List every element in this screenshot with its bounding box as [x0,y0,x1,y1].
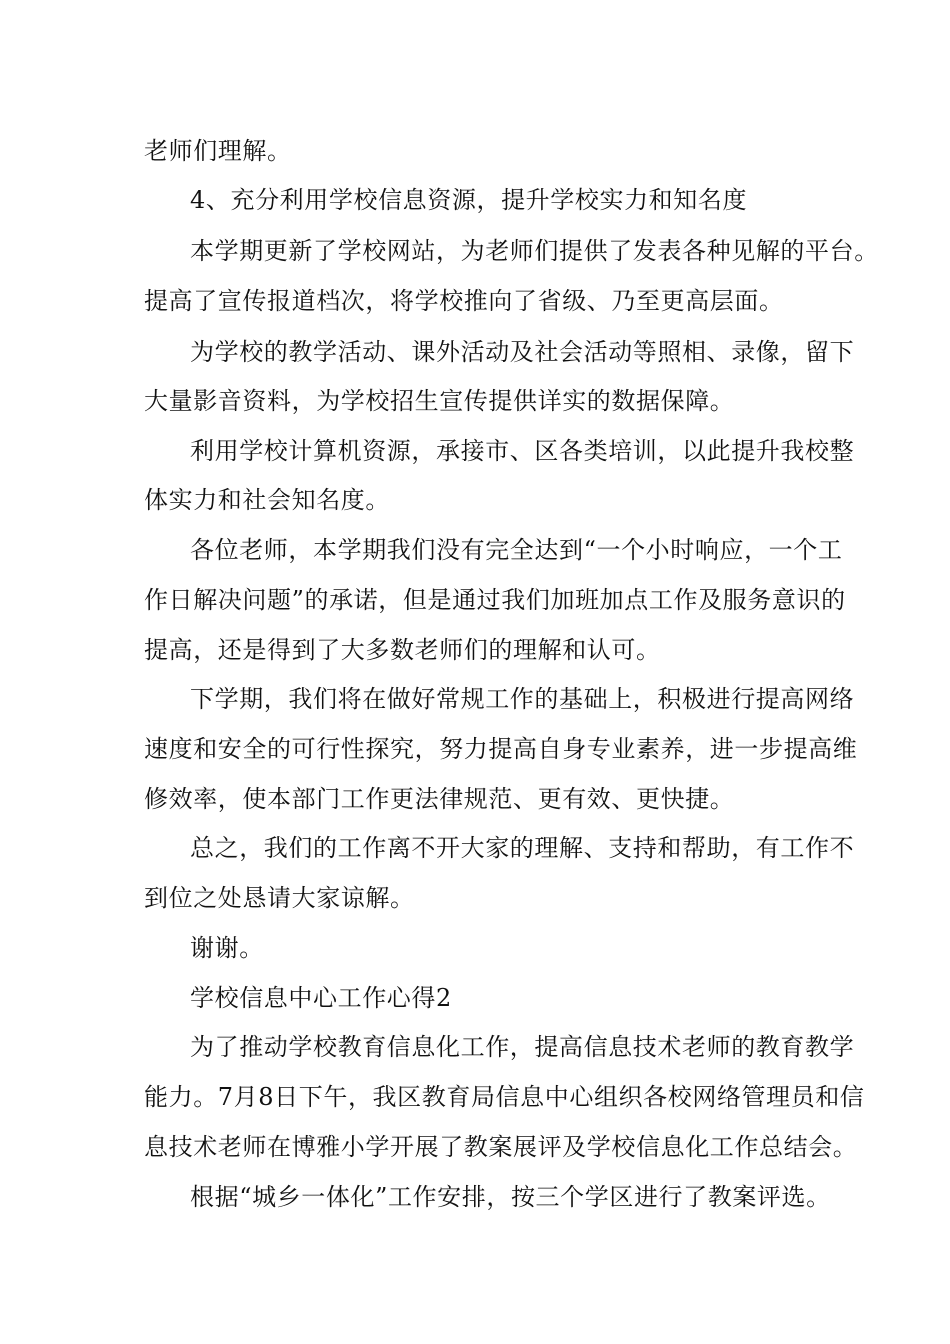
paragraph-line: 总之，我们的工作离不开大家的理解、支持和帮助，有工作不 [190,834,855,862]
paragraph-line: 各位老师，本学期我们没有完全达到“一个小时响应，一个工 [190,536,843,564]
paragraph-line: 作日解决问题”的承诺，但是通过我们加班加点工作及服务意识的 [144,586,846,614]
section-title: 学校信息中心工作心得2 [190,984,452,1012]
paragraph-line: 能力。7月8日下午，我区教育局信息中心组织各校网络管理员和信 [144,1083,865,1111]
paragraph-line: 体实力和社会知名度。 [144,486,390,514]
paragraph-line: 息技术老师在博雅小学开展了教案展评及学校信息化工作总结会。 [144,1133,858,1161]
paragraph-line: 提高，还是得到了大多数老师们的理解和认可。 [144,636,661,664]
paragraph-line: 下学期，我们将在做好常规工作的基础上，积极进行提高网络 [190,685,855,713]
paragraph-line: 修效率，使本部门工作更法律规范、更有效、更快捷。 [144,785,735,813]
paragraph-line: 到位之处恳请大家谅解。 [144,884,415,912]
paragraph-line: 本学期更新了学校网站，为老师们提供了发表各种见解的平台。 [190,237,879,265]
paragraph-line: 利用学校计算机资源，承接市、区各类培训，以此提升我校整 [190,437,855,465]
paragraph-line: 为了推动学校教育信息化工作，提高信息技术老师的教育教学 [190,1033,855,1061]
section-heading: 4、充分利用学校信息资源，提升学校实力和知名度 [190,186,748,214]
closing-line: 谢谢。 [190,934,264,962]
paragraph-line: 提高了宣传报道档次，将学校推向了省级、乃至更高层面。 [144,287,784,315]
paragraph-line: 速度和安全的可行性探究，努力提高自身专业素养，进一步提高维 [144,735,858,763]
paragraph-line: 为学校的教学活动、课外活动及社会活动等照相、录像，留下 [190,338,855,366]
paragraph-line: 根据“城乡一体化”工作安排，按三个学区进行了教案评选。 [190,1183,831,1211]
paragraph-line: 大量影音资料，为学校招生宣传提供详实的数据保障。 [144,387,735,415]
paragraph-line: 老师们理解。 [144,137,292,165]
